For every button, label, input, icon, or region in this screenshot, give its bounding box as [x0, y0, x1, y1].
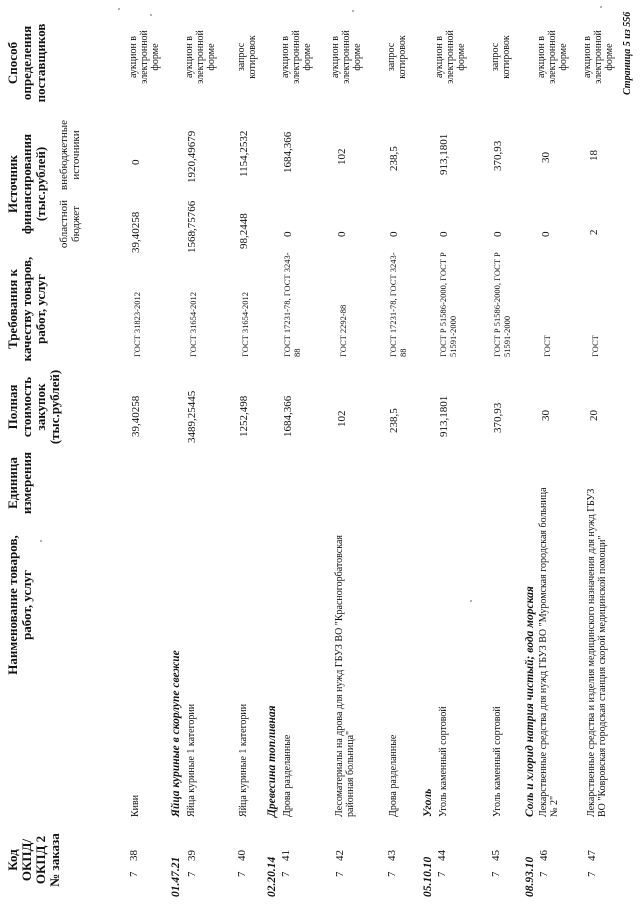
item-cost: 30	[540, 410, 552, 421]
item-name: Уголь каменный сортовой	[492, 706, 503, 817]
order-col: 7	[128, 871, 140, 877]
fin-extra: 1684,366	[282, 131, 294, 173]
group-name: Яйца куриные в скорлупе свежие	[170, 650, 182, 817]
item-standard: ГОСТ	[542, 335, 552, 357]
header-unit: Единица измерения	[5, 451, 34, 515]
item-standard: ГОСТ Р 51586-2000, ГОСТ Р 51591-2000	[492, 252, 512, 357]
procurement-method: аукцион в электронной форме	[582, 30, 615, 84]
fin-extra: 30	[540, 152, 552, 163]
order-col: 7	[490, 871, 502, 877]
order-number: 41	[280, 850, 292, 861]
fin-extra: 1154,2532	[238, 130, 250, 177]
order-col: 7	[386, 871, 398, 877]
group-name: Соль и хлорид натрия чистый; вода морская	[524, 586, 536, 817]
order-number: 45	[490, 850, 502, 861]
item-cost: 238,5	[388, 408, 400, 433]
item-cost: 913,1801	[438, 395, 450, 437]
procurement-method: запрос котировок	[386, 35, 408, 79]
procurement-method: запрос котировок	[236, 35, 258, 79]
group-code: 01.47.21	[170, 856, 182, 897]
header-code-line: Код	[5, 849, 20, 871]
order-number: 42	[334, 850, 346, 861]
fin-regional: 0	[388, 231, 400, 237]
order-number: 39	[186, 850, 198, 861]
page-footer: Страница 5 из 556	[622, 11, 633, 95]
item-standard: ГОСТ 2292-88	[338, 304, 348, 357]
fin-regional: 0	[540, 231, 552, 237]
procurement-method: аукцион в электронной форме	[280, 30, 313, 84]
order-number: 40	[236, 850, 248, 861]
fin-extra: 1920,49679	[186, 130, 198, 183]
fin-regional: 98,2448	[238, 213, 250, 249]
item-name: Дрова разделанные	[282, 734, 293, 817]
item-cost: 20	[588, 410, 600, 421]
order-number: 46	[538, 850, 550, 861]
item-name: Дрова разделанные	[388, 734, 399, 817]
item-standard: ГОСТ 31823-2012	[132, 291, 142, 357]
item-name: Яйца куриные 1 категории	[238, 703, 249, 817]
order-col: 7	[436, 871, 448, 877]
header-financing: Источник финансирования (тыс.рублей)	[5, 133, 48, 235]
item-cost: 1684,366	[282, 395, 294, 437]
group-code: 02.20.14	[266, 856, 278, 897]
fin-regional: 1568,75766	[186, 200, 198, 253]
group-name: Уголь	[422, 788, 434, 817]
order-col: 7	[538, 871, 550, 877]
fin-regional: 0	[492, 231, 504, 237]
fin-regional: 39,40258	[130, 211, 142, 253]
fin-extra: 913,1801	[438, 133, 450, 175]
procurement-method: запрос котировок	[490, 35, 512, 79]
order-col: 7	[334, 871, 346, 877]
item-standard: ГОСТ Р 51586-2000, ГОСТ Р 51591-2000	[438, 252, 458, 357]
fin-regional: 0	[438, 231, 450, 237]
procurement-method: аукцион в электронной форме	[184, 30, 217, 84]
fin-extra: 0	[130, 159, 142, 165]
order-col: 7	[186, 871, 198, 877]
header-fin-regional: областной бюджет	[58, 199, 82, 249]
item-cost: 1252,498	[238, 395, 250, 437]
header-code	[6, 823, 62, 897]
fin-regional: 2	[588, 229, 600, 235]
item-cost: 3489,25445	[186, 390, 198, 443]
item-standard: ГОСТ 31654-2012	[188, 291, 198, 357]
procurement-method: аукцион в электронной форме	[128, 30, 161, 84]
order-col: 7	[280, 871, 292, 877]
fin-regional: 0	[336, 231, 348, 237]
item-name: Киви	[130, 794, 141, 817]
header-fin-extra: внебюджетные источники	[58, 119, 82, 191]
fin-regional: 0	[282, 231, 294, 237]
item-standard: ГОСТ 31654-2012	[240, 291, 250, 357]
fin-extra: 370,93	[492, 140, 504, 171]
item-name: Яйца куриные 1 категории	[186, 703, 197, 817]
item-name: Уголь каменный сортовой	[438, 706, 449, 817]
header-requirements: Требования к качеству товаров, работ, услуг	[5, 256, 48, 362]
header-method: Способ определения поставщиков	[5, 23, 48, 103]
order-col: 7	[586, 871, 598, 877]
header-code-line: № заказа	[47, 833, 62, 887]
item-cost: 102	[336, 410, 348, 427]
header-code-line: ОКПД 2	[33, 835, 48, 885]
header-code-line: ОКПД/	[19, 838, 34, 882]
fin-extra: 238,5	[388, 146, 400, 171]
procurement-method: аукцион в электронной форме	[536, 30, 569, 84]
order-number: 44	[436, 850, 448, 861]
item-standard: ГОСТ 17231-78, ГОСТ 3243-88	[282, 252, 302, 357]
procurement-method: аукцион в электронной форме	[330, 30, 363, 84]
order-number: 43	[386, 850, 398, 861]
item-name: Лесоматериалы на дрова для нужд ГБУЗ ВО "Красногорбатовская районная больница"	[334, 535, 356, 817]
header-name: Наименование товаров, работ, услуг	[5, 535, 34, 675]
item-name: Лекарственные средства для нужд ГБУЗ ВО "Муромская городская больница № 2"	[538, 487, 560, 817]
group-code: 05.10.10	[422, 856, 434, 897]
item-standard: ГОСТ	[590, 335, 600, 357]
group-code: 08.93.10	[524, 856, 536, 897]
order-number: 38	[128, 850, 140, 861]
fin-extra: 18	[588, 150, 600, 161]
fin-extra: 102	[336, 148, 348, 165]
item-standard: ГОСТ 17231-78, ГОСТ 3243-88	[388, 252, 408, 357]
order-number: 47	[586, 850, 598, 861]
header-cost: Полная стоимость закупок (тыс.рублей)	[5, 369, 62, 445]
item-cost: 39,40258	[130, 395, 142, 437]
item-name: Лекарственные средства и изделия медицинского назначения для нужд ГБУЗ ВО "Ковровская городская станция скорой медицинской помощи"	[586, 488, 608, 817]
procurement-method: аукцион в электронной форме	[434, 30, 467, 84]
group-name: Древесина топливная	[266, 705, 278, 817]
item-cost: 370,93	[492, 402, 504, 433]
order-col: 7	[236, 871, 248, 877]
